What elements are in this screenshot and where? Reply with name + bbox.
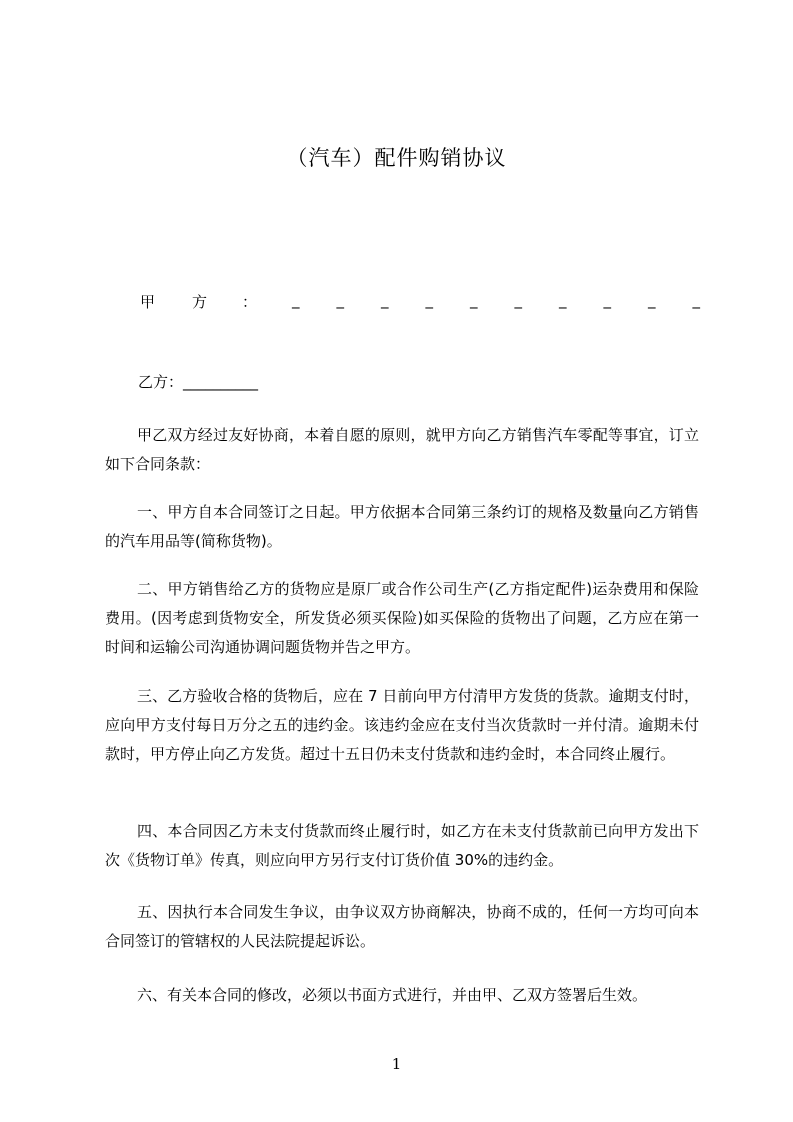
page-number: 1 xyxy=(391,1055,402,1073)
blank-underscore: _ xyxy=(514,291,522,309)
party-b-line: 乙方：__________ xyxy=(138,373,259,391)
blank-underscore: _ xyxy=(381,291,389,309)
clause-5: 五、因执行本合同发生争议，由争议双方协商解决，协商不成的，任何一方均可向本合同签订的管辖权的人民法院提起诉讼。 xyxy=(105,903,699,950)
document-title: （汽车）配件购销协议 xyxy=(286,146,507,170)
clause-4: 四、本合同因乙方未支付货款而终止履行时，如乙方在未支付货款前已向甲方发出下次《货物订单》传真，则应向甲方另行支付订货价值 30%的违约金。 xyxy=(105,822,699,869)
intro-paragraph: 甲乙双方经过友好协商，本着自愿的原则，就甲方向乙方销售汽车零配等事宜，订立如下合同条款： xyxy=(105,426,699,473)
blank-underscore: _ xyxy=(648,291,656,309)
party-a-blank xyxy=(292,291,700,309)
blank-underscore: _ xyxy=(425,291,433,309)
blank-underscore: _ xyxy=(336,291,344,309)
blank-underscore: _ xyxy=(292,291,300,309)
clause-2: 二、甲方销售给乙方的货物应是原厂或合作公司生产(乙方指定配件)运杂费用和保险费用。(因考虑到货物安全，所发货必须买保险)如买保险的货物出了问题，乙方应在第一时间和运输公司沟通协调问题货物并告之甲方。 xyxy=(105,580,699,656)
blank-underscore: _ xyxy=(470,291,478,309)
blank-underscore: _ xyxy=(559,291,567,309)
party-a-label-char-1: 甲 xyxy=(140,293,156,311)
clause-3: 三、乙方验收合格的货物后，应在 7 日前向甲方付清甲方发货的货款。逾期支付时，应向甲方支付每日万分之五的违约金。该违约金应在支付当次货款时一并付清。逾期未付款时，甲方停止向乙方发货。超过十五日仍未支付货款和违约金时，本合同终止履行。 xyxy=(105,687,699,763)
clause-6: 六、有关本合同的修改，必须以书面方式进行，并由甲、乙双方签署后生效。 xyxy=(137,986,648,1004)
blank-underscore: _ xyxy=(692,291,700,309)
party-a-label-char-2: 方 xyxy=(192,293,208,311)
party-a-colon: ： xyxy=(242,293,258,311)
blank-underscore: _ xyxy=(603,291,611,309)
clause-1: 一、甲方自本合同签订之日起。甲方依据本合同第三条约订的规格及数量向乙方销售的汽车用品等(简称货物)。 xyxy=(105,503,699,550)
party-a-line xyxy=(140,291,700,315)
